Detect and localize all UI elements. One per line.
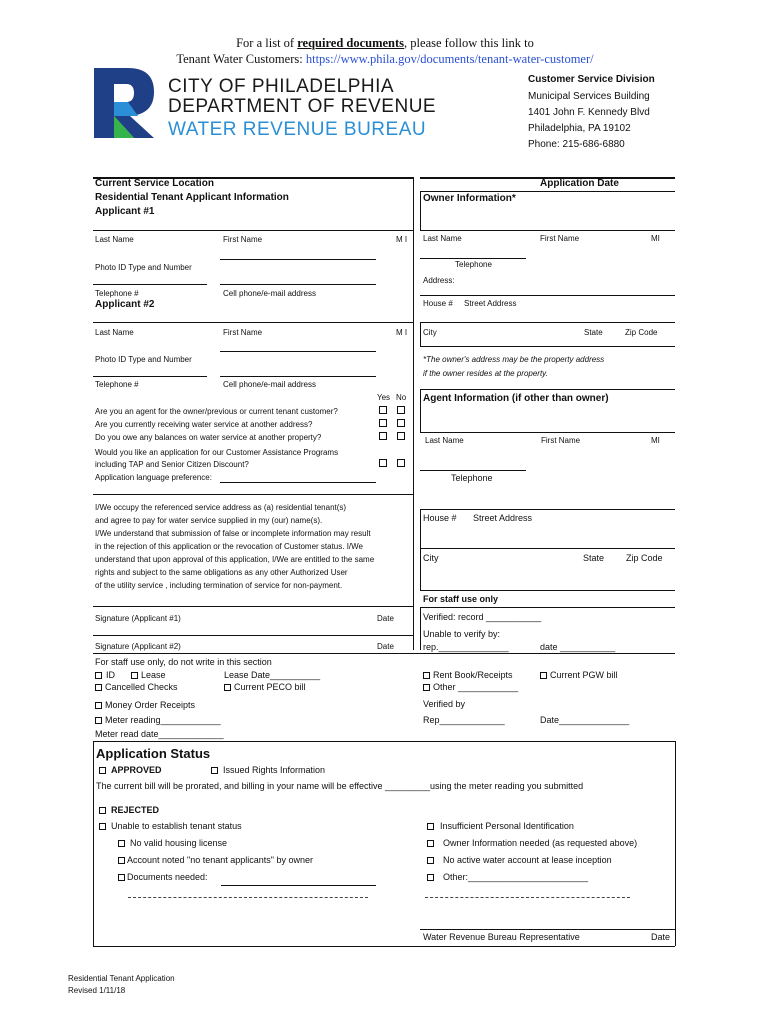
rent-book-checkbox[interactable] (423, 672, 430, 679)
divider (420, 607, 675, 608)
no-housing-checkbox[interactable] (118, 840, 125, 847)
divider (93, 946, 675, 947)
box-edge (420, 322, 421, 346)
label-last-name: Last Name (95, 235, 134, 244)
status-other: Other:________________________ (443, 872, 589, 882)
no-active-account-checkbox[interactable] (427, 857, 434, 864)
header-line-1 (0, 36, 770, 51)
header-text: For a list of (236, 36, 298, 50)
label-first-name: First Name (223, 235, 263, 244)
wrb-date: Date (651, 932, 671, 942)
divider (420, 346, 675, 347)
box-edge (420, 548, 421, 590)
question-other-address: Are you currently receiving water service at another address? (95, 420, 313, 429)
agent-info-heading: Agent Information (if other than owner) (423, 393, 609, 404)
owner-house: House # (423, 299, 453, 308)
owner-mi: MI (651, 234, 660, 243)
agent-first-name: First Name (541, 436, 581, 445)
pgw-checkbox[interactable] (540, 672, 547, 679)
staff-other: Other ____________ (433, 682, 519, 692)
label-cell: Cell phone/e-mail address (223, 289, 316, 298)
label-no: No (396, 393, 407, 402)
staff-only-heading: For staff use only (423, 594, 499, 604)
staff-meter-date: Meter read date_____________ (95, 729, 224, 739)
other-checkbox[interactable] (423, 684, 430, 691)
staff-peco: Current PECO bill (234, 682, 306, 692)
staff-lease-date: Lease Date__________ (224, 670, 321, 680)
cancelled-checks-checkbox[interactable] (95, 684, 102, 691)
staff-meter-reading: Meter reading____________ (105, 715, 221, 725)
divider (93, 230, 413, 231)
label-telephone: Telephone # (95, 289, 139, 298)
divider (420, 590, 675, 591)
status-insufficient: Insufficient Personal Identification (440, 821, 574, 831)
applicant-1-heading: Applicant #1 (95, 206, 155, 217)
signature-applicant-2[interactable]: Signature (Applicant #2) (95, 642, 181, 651)
wrb-representative: Water Revenue Bureau Representative (423, 932, 580, 942)
staff-date: Date______________ (540, 715, 630, 725)
account-noted-checkbox[interactable] (118, 857, 125, 864)
status-rejected: REJECTED (111, 805, 160, 815)
header-text: Tenant Water Customers: (176, 52, 306, 66)
label-yes: Yes (377, 393, 391, 402)
peco-checkbox[interactable] (224, 684, 231, 691)
signature-date-1[interactable]: Date (377, 614, 394, 623)
owner-last-name: Last Name (423, 234, 462, 243)
input-line[interactable] (220, 351, 376, 352)
staff-verified-by: Verified by (423, 699, 466, 709)
agent-house: House # (423, 513, 457, 523)
status-no-active: No active water account at lease inception (443, 855, 612, 865)
question-balances: Do you owe any balances on water service at another property? (95, 433, 322, 442)
owner-note-2: if the owner resides at the property. (423, 369, 548, 378)
divider (420, 548, 675, 549)
status-unable: Unable to establish tenant status (111, 821, 242, 831)
application-date[interactable]: Application Date (540, 178, 619, 189)
q3-no-checkbox[interactable] (397, 432, 405, 440)
owner-telephone: Telephone (455, 260, 492, 269)
owner-first-name: First Name (540, 234, 580, 243)
owner-note-1: *The owner's address may be the property address (423, 355, 605, 364)
money-order-checkbox[interactable] (95, 702, 102, 709)
status-docs: Documents needed: (127, 872, 208, 882)
label-cell: Cell phone/e-mail address (223, 380, 316, 389)
phone-number: Phone: 215-686-6880 (528, 139, 625, 150)
owner-street: Street Address (464, 299, 517, 308)
address-line-2: 1401 John F. Kennedy Blvd (528, 107, 650, 118)
declaration-line: in the rejection of this application or the revocation of Customer status. I/We (95, 542, 363, 551)
id-checkbox[interactable] (95, 672, 102, 679)
label-photo-id: Photo ID Type and Number (95, 263, 192, 272)
status-issued: Issued Rights Information (223, 765, 326, 775)
unable-to-verify: Unable to verify by: (423, 629, 501, 639)
footer-form-name: Residential Tenant Application (68, 974, 175, 983)
divider (93, 653, 675, 654)
issued-rights-checkbox[interactable] (211, 767, 218, 774)
input-line[interactable] (220, 376, 376, 377)
q1-no-checkbox[interactable] (397, 406, 405, 414)
agent-telephone: Telephone (451, 473, 493, 483)
applicant-2-heading: Applicant #2 (95, 299, 155, 310)
input-line[interactable] (221, 885, 376, 886)
q4-no-checkbox[interactable] (397, 459, 405, 467)
verified-record: Verified: record ___________ (423, 612, 542, 622)
org-department: DEPARTMENT OF REVENUE (168, 96, 437, 117)
declaration-line: I/We understand that submission of false or incomplete information may result (95, 529, 371, 538)
q4-yes-checkbox[interactable] (379, 459, 387, 467)
owner-city: City (423, 328, 437, 337)
meter-reading-checkbox[interactable] (95, 717, 102, 724)
question-agent: Are you an agent for the owner/previous or current tenant customer? (95, 407, 338, 416)
verify-date: date ___________ (540, 642, 616, 652)
org-city: CITY OF PHILADELPHIA (168, 76, 395, 97)
box-edge (420, 607, 421, 650)
input-line[interactable] (220, 259, 376, 260)
question-assistance-1: Would you like an application for our Customer Assistance Programs (95, 448, 339, 457)
question-assistance-2: including TAP and Senior Citizen Discount? (95, 460, 249, 469)
declaration-line: and agree to pay for water service supplied in my (our) name(s). (95, 516, 323, 525)
owner-zip: Zip Code (625, 328, 658, 337)
box-edge (420, 509, 421, 549)
divider (420, 389, 675, 390)
footer-revised: Revised 1/11/18 (68, 986, 126, 995)
signature-applicant-1[interactable]: Signature (Applicant #1) (95, 614, 181, 623)
documents-needed-checkbox[interactable] (118, 874, 125, 881)
staff-id: ID (106, 670, 115, 680)
label-first-name: First Name (223, 328, 263, 337)
residential-tenant-heading: Residential Tenant Applicant Information (95, 192, 289, 203)
label-last-name: Last Name (95, 328, 134, 337)
column-divider (413, 177, 414, 650)
tenant-customer-url-link[interactable]: https://www.phila.gov/documents/tenant-water-customer/ (305, 52, 594, 66)
agent-city: City (423, 553, 439, 563)
box-edge (420, 389, 421, 433)
q1-yes-checkbox[interactable] (379, 406, 387, 414)
status-prorated: The current bill will be prorated, and billing in your name will be effective _________using the meter reading you submitted (96, 781, 584, 791)
agent-street: Street Address (473, 513, 533, 523)
approved-checkbox[interactable] (99, 767, 106, 774)
input-line[interactable] (220, 482, 376, 483)
q2-no-checkbox[interactable] (397, 419, 405, 427)
other-status-checkbox[interactable] (427, 874, 434, 881)
owner-needed-checkbox[interactable] (427, 840, 434, 847)
input-line[interactable] (425, 897, 630, 898)
divider (420, 432, 675, 433)
box-edge (675, 741, 676, 946)
label-photo-id: Photo ID Type and Number (95, 355, 192, 364)
unable-tenant-checkbox[interactable] (99, 823, 106, 830)
divider (420, 322, 675, 323)
address-line-3: Philadelphia, PA 19102 (528, 123, 631, 134)
q2-yes-checkbox[interactable] (379, 419, 387, 427)
divider (420, 295, 675, 296)
signature-line[interactable] (420, 929, 675, 930)
declaration-line: understand that upon approval of this application, I/We are entitled to the same (95, 555, 375, 564)
status-approved: APPROVED (111, 765, 162, 775)
required-documents-link[interactable]: required documents (297, 36, 405, 50)
staff-rep: Rep_____________ (423, 715, 505, 725)
divider (93, 741, 675, 742)
status-account-noted: Account noted "no tenant applicants" by owner (127, 855, 314, 865)
application-status-title: Application Status (96, 746, 211, 761)
label-telephone: Telephone # (95, 380, 139, 389)
divider (93, 322, 413, 323)
declaration-line: rights and subject to the same obligations as any other Authorized User (95, 568, 348, 577)
divider (93, 635, 413, 636)
declaration-line: of the utility service , including termination of service for non-payment. (95, 581, 343, 590)
input-line[interactable] (420, 258, 526, 259)
philadelphia-logo-icon (94, 68, 156, 138)
staff-pgw: Current PGW bill (550, 670, 618, 680)
label-mi: M I (396, 328, 408, 337)
input-line[interactable] (93, 376, 207, 377)
divider (420, 509, 675, 510)
current-service-location: Current Service Location (95, 178, 214, 189)
insufficient-id-checkbox[interactable] (427, 823, 434, 830)
owner-info-heading: Owner Information* (423, 193, 516, 204)
declaration-line: I/We occupy the referenced service address as (a) residential tenant(s) (95, 503, 347, 512)
signature-date-2[interactable]: Date (377, 642, 394, 651)
input-line[interactable] (93, 284, 207, 285)
box-edge (420, 191, 421, 231)
owner-address: Address: (423, 276, 455, 285)
header-line-2 (0, 52, 770, 67)
divider (93, 494, 413, 495)
input-line[interactable] (220, 284, 376, 285)
agent-last-name: Last Name (425, 436, 464, 445)
divider (420, 230, 675, 231)
status-no-housing: No valid housing license (130, 838, 228, 848)
staff-money-order: Money Order Receipts (105, 700, 196, 710)
lease-checkbox[interactable] (131, 672, 138, 679)
address-line-1: Municipal Services Building (528, 91, 650, 102)
divider (93, 606, 413, 607)
division-title: Customer Service Division (528, 74, 655, 85)
staff-section-title: For staff use only, do not write in this section (95, 657, 272, 667)
q3-yes-checkbox[interactable] (379, 432, 387, 440)
input-line[interactable] (128, 897, 368, 898)
staff-rent-book: Rent Book/Receipts (433, 670, 513, 680)
divider (420, 191, 675, 192)
rejected-checkbox[interactable] (99, 807, 106, 814)
input-line[interactable] (420, 470, 526, 471)
staff-cancelled: Cancelled Checks (105, 682, 178, 692)
agent-zip: Zip Code (626, 553, 663, 563)
owner-state: State (584, 328, 603, 337)
agent-mi: MI (651, 436, 660, 445)
box-edge (93, 741, 94, 946)
label-mi: M I (396, 235, 408, 244)
agent-state: State (583, 553, 605, 563)
verify-rep: rep.______________ (423, 642, 509, 652)
staff-lease: Lease (141, 670, 166, 680)
question-language: Application language preference: (95, 473, 212, 482)
org-bureau: WATER REVENUE BUREAU (168, 119, 427, 140)
status-owner-needed: Owner Information needed (as requested above) (443, 838, 638, 848)
header-text: , please follow this link to (404, 36, 534, 50)
